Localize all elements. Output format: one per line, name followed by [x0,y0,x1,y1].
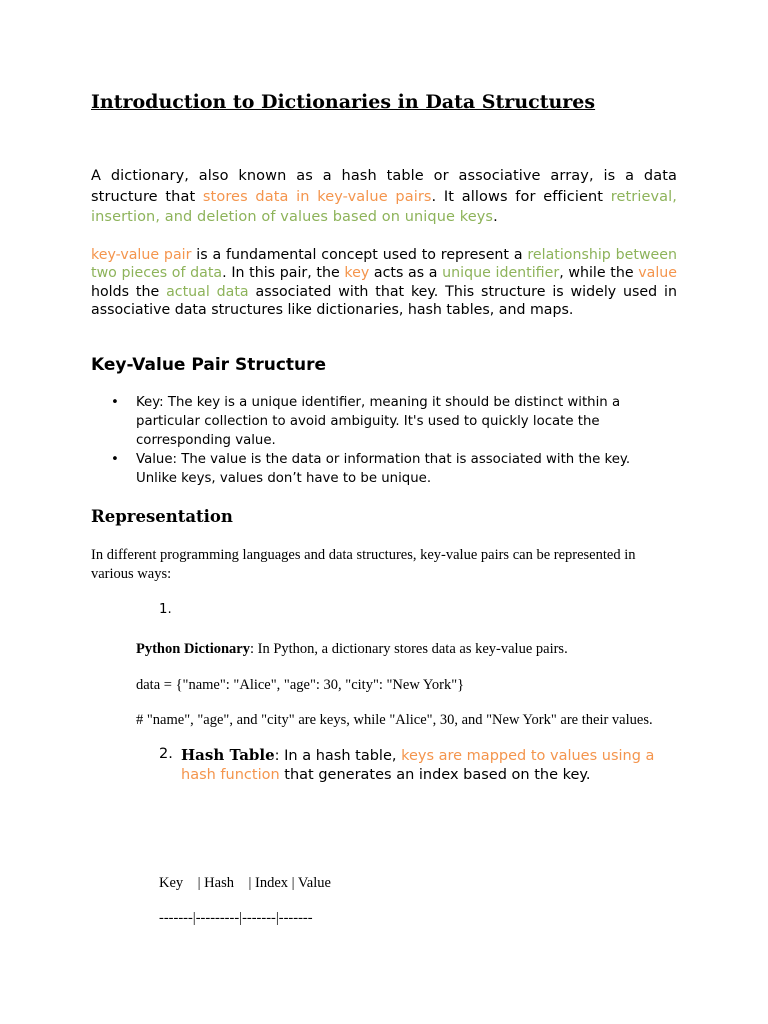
kv-text-3: acts as a [369,265,443,282]
python-dictionary-line [136,640,696,659]
intro-highlight-key-value: stores data in key-value pairs [202,188,432,205]
kv-highlight-key: key [344,265,370,282]
intro-paragraph [91,166,677,228]
kv-highlight-value: value [638,265,677,282]
intro-text-2: . It allows for efficient [431,188,611,205]
representation-heading: Representation [91,507,233,526]
python-dictionary-text: : In Python, a dictionary stores data as key-value pairs. [249,641,568,657]
hash-table-highlight: keys are mapped to values using a hash function [181,748,655,783]
bullet-value [91,450,671,488]
hash-table-text-1: : In a hash table, [274,748,402,764]
structure-heading: Key-Value Pair Structure [91,355,327,375]
kv-text-1: is a fundamental concept used to represent a [191,247,528,263]
code-comment-line: # "name", "age", and "city" are keys, while "Alice", 30, and "New York" are their values. [136,712,653,728]
kv-highlight-relationship: relationship between two pieces of data [91,247,678,282]
table-separator-line: -------|---------|-------|------- [159,910,313,926]
bullet-key-text: Key: The key is a unique identifier, meaning it should be distinct within a particular collection to avoid ambiguity. It's used to quickly locate the corresponding value. [136,395,621,448]
structure-bullet-list [91,393,671,488]
intro-highlight-operations: retrieval, insertion, and deletion of values based on unique keys [91,188,677,225]
python-dictionary-label: Python Dictionary [136,641,250,657]
kv-highlight-actual-data: actual data [166,283,249,300]
bullet-value-text: Value: The value is the data or information that is associated with the key. Unlike keys, values don’t have to be unique. [136,452,631,486]
code-example-line: data = {"name": "Alice", "age": 30, "city": "New York"} [136,677,465,693]
bullet-marker: • [111,395,119,410]
page-title: Introduction to Dictionaries in Data Structures [91,91,596,113]
hash-table-text-2: that generates an index based on the key. [279,766,591,783]
bullet-marker: • [111,452,119,467]
kv-text-4: , while the [559,265,639,282]
representation-intro: In different programming languages and data structures, key-value pairs can be represented in various ways: [91,547,636,582]
kv-highlight-unique-identifier: unique identifier [442,265,560,282]
table-header-line: Key | Hash | Index | Value [159,875,331,891]
kv-text-6: associated with that key. This structure is widely used in associative data structures like dictionaries, hash tables, and maps. [91,283,677,318]
hash-table-paragraph [181,746,681,784]
kv-highlight-key-value-pair: key-value pair [91,247,192,263]
bullet-key [91,393,671,450]
list-number-2: 2. [159,746,173,762]
list-number-1: 1. [159,602,172,617]
hash-table-label: Hash Table [181,746,275,764]
kv-text-2: . In this pair, the [222,265,345,282]
key-value-paragraph [91,246,677,319]
intro-text-1: A dictionary, also known as a hash table or associative array, is a data structure that [91,168,677,205]
kv-text-5: holds the [91,283,167,300]
intro-text-3: . [493,209,498,225]
